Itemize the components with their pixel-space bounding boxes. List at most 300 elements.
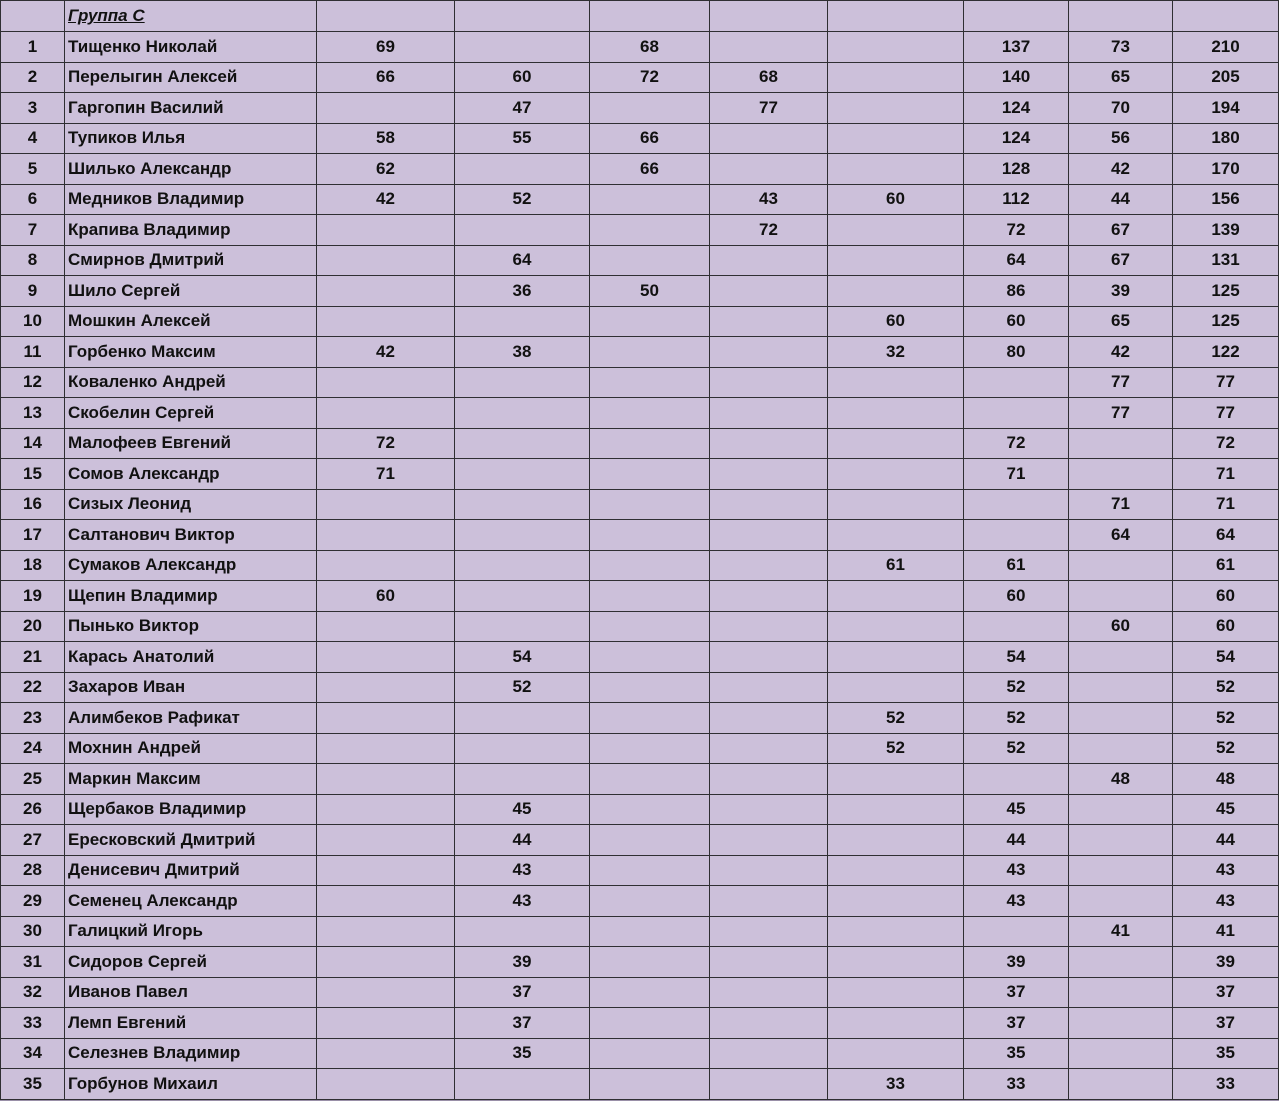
score-cell-c8[interactable]: 77 xyxy=(1173,398,1279,429)
score-cell-c3[interactable] xyxy=(590,764,710,795)
score-cell-c2[interactable] xyxy=(455,703,590,734)
score-cell-c1[interactable] xyxy=(317,916,455,947)
score-cell-c7[interactable]: 67 xyxy=(1069,215,1173,246)
score-cell-c1[interactable] xyxy=(317,733,455,764)
score-cell-c1[interactable] xyxy=(317,764,455,795)
score-cell-c4[interactable] xyxy=(710,276,828,307)
score-cell-c8[interactable]: 77 xyxy=(1173,367,1279,398)
score-cell-c2[interactable]: 64 xyxy=(455,245,590,276)
score-cell-c1[interactable] xyxy=(317,703,455,734)
score-cell-c4[interactable] xyxy=(710,428,828,459)
score-cell-c8[interactable]: 35 xyxy=(1173,1038,1279,1069)
score-cell-c4[interactable] xyxy=(710,886,828,917)
score-cell-c8[interactable]: 71 xyxy=(1173,459,1279,490)
score-cell-c5[interactable] xyxy=(828,916,964,947)
participant-name-cell[interactable]: Алимбеков Рафикат xyxy=(65,703,317,734)
score-cell-c2[interactable]: 38 xyxy=(455,337,590,368)
score-cell-c8[interactable]: 194 xyxy=(1173,93,1279,124)
score-cell-c1[interactable]: 66 xyxy=(317,62,455,93)
score-cell-c3[interactable] xyxy=(590,459,710,490)
score-cell-c6[interactable] xyxy=(964,916,1069,947)
score-cell-c6[interactable]: 35 xyxy=(964,1038,1069,1069)
score-cell-c1[interactable] xyxy=(317,794,455,825)
score-cell-c2[interactable]: 55 xyxy=(455,123,590,154)
row-number-cell[interactable]: 19 xyxy=(1,581,65,612)
score-cell-c6[interactable]: 44 xyxy=(964,825,1069,856)
row-number-cell[interactable]: 28 xyxy=(1,855,65,886)
score-cell-c5[interactable] xyxy=(828,947,964,978)
score-cell-c3[interactable] xyxy=(590,245,710,276)
score-cell-c2[interactable]: 44 xyxy=(455,825,590,856)
score-cell-c4[interactable] xyxy=(710,123,828,154)
score-cell-c2[interactable] xyxy=(455,550,590,581)
row-number-cell[interactable]: 5 xyxy=(1,154,65,185)
score-cell-c1[interactable] xyxy=(317,886,455,917)
score-cell-c4[interactable] xyxy=(710,489,828,520)
score-cell-c8[interactable]: 210 xyxy=(1173,32,1279,63)
score-cell-c2[interactable] xyxy=(455,611,590,642)
score-cell-c4[interactable] xyxy=(710,672,828,703)
score-cell-c7[interactable] xyxy=(1069,977,1173,1008)
score-cell-c8[interactable]: 170 xyxy=(1173,154,1279,185)
score-cell-c8[interactable]: 131 xyxy=(1173,245,1279,276)
score-cell-c2[interactable]: 43 xyxy=(455,886,590,917)
score-cell-c8[interactable]: 33 xyxy=(1173,1069,1279,1100)
score-cell-c2[interactable]: 52 xyxy=(455,672,590,703)
score-cell-c7[interactable] xyxy=(1069,1008,1173,1039)
score-cell-c2[interactable]: 37 xyxy=(455,1008,590,1039)
score-cell-c2[interactable] xyxy=(455,367,590,398)
participant-name-cell[interactable]: Мошкин Алексей xyxy=(65,306,317,337)
row-number-cell[interactable]: 18 xyxy=(1,550,65,581)
score-cell-c7[interactable]: 70 xyxy=(1069,93,1173,124)
score-cell-c1[interactable] xyxy=(317,367,455,398)
score-cell-c8[interactable]: 45 xyxy=(1173,794,1279,825)
row-number-cell[interactable]: 27 xyxy=(1,825,65,856)
participant-name-cell[interactable]: Шило Сергей xyxy=(65,276,317,307)
score-cell-c8[interactable]: 125 xyxy=(1173,276,1279,307)
score-cell-c4[interactable] xyxy=(710,459,828,490)
score-cell-c6[interactable] xyxy=(964,520,1069,551)
row-number-cell[interactable]: 7 xyxy=(1,215,65,246)
row-number-cell[interactable]: 31 xyxy=(1,947,65,978)
score-cell-c4[interactable] xyxy=(710,947,828,978)
score-cell-c1[interactable] xyxy=(317,825,455,856)
score-cell-c7[interactable]: 65 xyxy=(1069,306,1173,337)
score-cell-c5[interactable] xyxy=(828,123,964,154)
participant-name-cell[interactable]: Салтанович Виктор xyxy=(65,520,317,551)
score-cell-c3[interactable] xyxy=(590,794,710,825)
score-cell-c3[interactable]: 50 xyxy=(590,276,710,307)
participant-name-cell[interactable]: Семенец Александр xyxy=(65,886,317,917)
score-cell-c8[interactable]: 72 xyxy=(1173,428,1279,459)
score-cell-c5[interactable]: 33 xyxy=(828,1069,964,1100)
score-cell-c6[interactable] xyxy=(964,764,1069,795)
score-cell-c8[interactable]: 48 xyxy=(1173,764,1279,795)
score-cell-c7[interactable]: 56 xyxy=(1069,123,1173,154)
score-cell-c3[interactable] xyxy=(590,93,710,124)
score-cell-c8[interactable]: 60 xyxy=(1173,581,1279,612)
score-cell-c1[interactable]: 71 xyxy=(317,459,455,490)
score-cell-c2[interactable]: 54 xyxy=(455,642,590,673)
score-cell-c1[interactable] xyxy=(317,1008,455,1039)
score-cell-c8[interactable]: 60 xyxy=(1173,611,1279,642)
score-cell-c3[interactable] xyxy=(590,886,710,917)
score-cell-c5[interactable] xyxy=(828,154,964,185)
row-number-cell[interactable]: 4 xyxy=(1,123,65,154)
score-cell-c3[interactable] xyxy=(590,611,710,642)
score-cell-c5[interactable] xyxy=(828,367,964,398)
participant-name-cell[interactable]: Коваленко Андрей xyxy=(65,367,317,398)
score-cell-c3[interactable] xyxy=(590,916,710,947)
score-cell-c8[interactable]: 125 xyxy=(1173,306,1279,337)
score-cell-c6[interactable] xyxy=(964,398,1069,429)
score-cell-c6[interactable]: 61 xyxy=(964,550,1069,581)
score-cell-c6[interactable]: 39 xyxy=(964,947,1069,978)
score-cell-c7[interactable] xyxy=(1069,428,1173,459)
score-cell-c6[interactable] xyxy=(964,367,1069,398)
score-cell-c4[interactable] xyxy=(710,550,828,581)
score-cell-c2[interactable] xyxy=(455,1069,590,1100)
score-cell-c7[interactable]: 77 xyxy=(1069,398,1173,429)
score-cell-c5[interactable] xyxy=(828,642,964,673)
score-cell-c6[interactable]: 124 xyxy=(964,93,1069,124)
score-cell-c8[interactable]: 156 xyxy=(1173,184,1279,215)
row-number-cell[interactable]: 26 xyxy=(1,794,65,825)
row-number-cell[interactable]: 22 xyxy=(1,672,65,703)
score-cell-c8[interactable]: 139 xyxy=(1173,215,1279,246)
score-cell-c5[interactable]: 60 xyxy=(828,184,964,215)
score-cell-c5[interactable] xyxy=(828,245,964,276)
header-cell[interactable] xyxy=(1069,1,1173,32)
score-cell-c8[interactable]: 37 xyxy=(1173,1008,1279,1039)
participant-name-cell[interactable]: Малофеев Евгений xyxy=(65,428,317,459)
score-cell-c7[interactable] xyxy=(1069,459,1173,490)
score-cell-c6[interactable]: 45 xyxy=(964,794,1069,825)
score-cell-c5[interactable] xyxy=(828,32,964,63)
score-cell-c6[interactable]: 72 xyxy=(964,215,1069,246)
score-cell-c1[interactable] xyxy=(317,1069,455,1100)
score-cell-c1[interactable]: 72 xyxy=(317,428,455,459)
row-number-cell[interactable]: 9 xyxy=(1,276,65,307)
score-cell-c7[interactable] xyxy=(1069,886,1173,917)
score-cell-c3[interactable] xyxy=(590,672,710,703)
participant-name-cell[interactable]: Сизых Леонид xyxy=(65,489,317,520)
score-cell-c8[interactable]: 122 xyxy=(1173,337,1279,368)
score-cell-c3[interactable] xyxy=(590,733,710,764)
score-cell-c2[interactable] xyxy=(455,489,590,520)
header-cell[interactable] xyxy=(590,1,710,32)
score-cell-c1[interactable] xyxy=(317,520,455,551)
score-cell-c3[interactable] xyxy=(590,337,710,368)
score-cell-c2[interactable]: 60 xyxy=(455,62,590,93)
row-number-cell[interactable]: 12 xyxy=(1,367,65,398)
score-cell-c8[interactable]: 180 xyxy=(1173,123,1279,154)
score-cell-c8[interactable]: 61 xyxy=(1173,550,1279,581)
score-cell-c3[interactable] xyxy=(590,947,710,978)
score-cell-c4[interactable] xyxy=(710,611,828,642)
row-number-cell[interactable]: 1 xyxy=(1,32,65,63)
score-cell-c4[interactable] xyxy=(710,916,828,947)
score-cell-c2[interactable]: 37 xyxy=(455,977,590,1008)
score-cell-c1[interactable] xyxy=(317,489,455,520)
participant-name-cell[interactable]: Галицкий Игорь xyxy=(65,916,317,947)
score-cell-c5[interactable]: 60 xyxy=(828,306,964,337)
score-cell-c4[interactable] xyxy=(710,337,828,368)
header-cell[interactable] xyxy=(710,1,828,32)
participant-name-cell[interactable]: Медников Владимир xyxy=(65,184,317,215)
score-cell-c7[interactable] xyxy=(1069,1069,1173,1100)
participant-name-cell[interactable]: Скобелин Сергей xyxy=(65,398,317,429)
score-cell-c5[interactable] xyxy=(828,764,964,795)
score-cell-c2[interactable] xyxy=(455,581,590,612)
participant-name-cell[interactable]: Мохнин Андрей xyxy=(65,733,317,764)
score-cell-c7[interactable] xyxy=(1069,672,1173,703)
score-cell-c5[interactable] xyxy=(828,398,964,429)
score-cell-c4[interactable]: 72 xyxy=(710,215,828,246)
score-cell-c7[interactable] xyxy=(1069,642,1173,673)
score-cell-c8[interactable]: 54 xyxy=(1173,642,1279,673)
row-number-cell[interactable]: 15 xyxy=(1,459,65,490)
header-cell[interactable] xyxy=(317,1,455,32)
score-cell-c6[interactable]: 54 xyxy=(964,642,1069,673)
row-number-cell[interactable]: 32 xyxy=(1,977,65,1008)
score-cell-c5[interactable] xyxy=(828,611,964,642)
score-cell-c2[interactable]: 35 xyxy=(455,1038,590,1069)
score-cell-c2[interactable]: 52 xyxy=(455,184,590,215)
header-cell[interactable] xyxy=(828,1,964,32)
participant-name-cell[interactable]: Карась Анатолий xyxy=(65,642,317,673)
score-cell-c8[interactable]: 43 xyxy=(1173,855,1279,886)
row-number-cell[interactable]: 29 xyxy=(1,886,65,917)
score-cell-c7[interactable]: 41 xyxy=(1069,916,1173,947)
score-cell-c6[interactable]: 43 xyxy=(964,855,1069,886)
score-cell-c4[interactable]: 68 xyxy=(710,62,828,93)
score-cell-c7[interactable]: 42 xyxy=(1069,154,1173,185)
participant-name-cell[interactable]: Денисевич Дмитрий xyxy=(65,855,317,886)
score-cell-c4[interactable] xyxy=(710,1038,828,1069)
score-cell-c6[interactable]: 86 xyxy=(964,276,1069,307)
participant-name-cell[interactable]: Шилько Александр xyxy=(65,154,317,185)
score-cell-c1[interactable]: 42 xyxy=(317,337,455,368)
score-cell-c4[interactable] xyxy=(710,398,828,429)
score-cell-c5[interactable]: 52 xyxy=(828,703,964,734)
score-cell-c1[interactable]: 58 xyxy=(317,123,455,154)
row-number-cell[interactable]: 24 xyxy=(1,733,65,764)
score-cell-c4[interactable] xyxy=(710,520,828,551)
score-cell-c7[interactable]: 42 xyxy=(1069,337,1173,368)
score-cell-c7[interactable]: 77 xyxy=(1069,367,1173,398)
score-cell-c7[interactable]: 67 xyxy=(1069,245,1173,276)
header-cell[interactable] xyxy=(964,1,1069,32)
score-cell-c7[interactable]: 39 xyxy=(1069,276,1173,307)
score-cell-c3[interactable] xyxy=(590,977,710,1008)
row-number-cell[interactable]: 8 xyxy=(1,245,65,276)
score-cell-c4[interactable] xyxy=(710,306,828,337)
score-cell-c4[interactable] xyxy=(710,245,828,276)
score-cell-c5[interactable] xyxy=(828,489,964,520)
score-cell-c2[interactable]: 47 xyxy=(455,93,590,124)
score-cell-c3[interactable] xyxy=(590,642,710,673)
score-cell-c4[interactable] xyxy=(710,794,828,825)
score-cell-c5[interactable] xyxy=(828,825,964,856)
score-cell-c2[interactable] xyxy=(455,154,590,185)
participant-name-cell[interactable]: Щербаков Владимир xyxy=(65,794,317,825)
score-cell-c5[interactable] xyxy=(828,1038,964,1069)
score-cell-c2[interactable] xyxy=(455,520,590,551)
score-cell-c6[interactable]: 128 xyxy=(964,154,1069,185)
score-cell-c6[interactable]: 124 xyxy=(964,123,1069,154)
participant-name-cell[interactable]: Горбенко Максим xyxy=(65,337,317,368)
score-cell-c5[interactable]: 32 xyxy=(828,337,964,368)
participant-name-cell[interactable]: Ересковский Дмитрий xyxy=(65,825,317,856)
score-cell-c3[interactable] xyxy=(590,306,710,337)
header-cell-name[interactable] xyxy=(65,1,317,32)
score-cell-c6[interactable] xyxy=(964,489,1069,520)
row-number-cell[interactable]: 25 xyxy=(1,764,65,795)
score-cell-c3[interactable] xyxy=(590,581,710,612)
score-cell-c6[interactable]: 33 xyxy=(964,1069,1069,1100)
score-cell-c5[interactable] xyxy=(828,672,964,703)
score-cell-c1[interactable] xyxy=(317,977,455,1008)
score-cell-c5[interactable] xyxy=(828,1008,964,1039)
row-number-cell[interactable]: 11 xyxy=(1,337,65,368)
score-cell-c5[interactable]: 61 xyxy=(828,550,964,581)
participant-name-cell[interactable]: Лемп Евгений xyxy=(65,1008,317,1039)
header-cell[interactable] xyxy=(1173,1,1279,32)
score-cell-c7[interactable]: 64 xyxy=(1069,520,1173,551)
score-cell-c5[interactable] xyxy=(828,977,964,1008)
score-cell-c4[interactable] xyxy=(710,703,828,734)
score-cell-c2[interactable]: 36 xyxy=(455,276,590,307)
score-cell-c5[interactable] xyxy=(828,215,964,246)
score-cell-c6[interactable] xyxy=(964,611,1069,642)
score-cell-c3[interactable] xyxy=(590,1038,710,1069)
score-cell-c8[interactable]: 37 xyxy=(1173,977,1279,1008)
score-cell-c7[interactable] xyxy=(1069,550,1173,581)
participant-name-cell[interactable]: Тищенко Николай xyxy=(65,32,317,63)
score-cell-c3[interactable] xyxy=(590,520,710,551)
score-cell-c1[interactable] xyxy=(317,276,455,307)
score-cell-c7[interactable] xyxy=(1069,947,1173,978)
score-cell-c6[interactable]: 37 xyxy=(964,977,1069,1008)
participant-name-cell[interactable]: Селезнев Владимир xyxy=(65,1038,317,1069)
score-cell-c6[interactable]: 52 xyxy=(964,733,1069,764)
score-cell-c5[interactable] xyxy=(828,794,964,825)
score-cell-c2[interactable]: 45 xyxy=(455,794,590,825)
score-cell-c1[interactable] xyxy=(317,642,455,673)
row-number-cell[interactable]: 17 xyxy=(1,520,65,551)
row-number-cell[interactable]: 20 xyxy=(1,611,65,642)
score-cell-c7[interactable] xyxy=(1069,1038,1173,1069)
score-cell-c1[interactable] xyxy=(317,947,455,978)
score-cell-c6[interactable]: 64 xyxy=(964,245,1069,276)
participant-name-cell[interactable]: Сомов Александр xyxy=(65,459,317,490)
score-cell-c6[interactable]: 37 xyxy=(964,1008,1069,1039)
score-cell-c8[interactable]: 71 xyxy=(1173,489,1279,520)
row-number-cell[interactable]: 6 xyxy=(1,184,65,215)
score-cell-c8[interactable]: 43 xyxy=(1173,886,1279,917)
score-cell-c2[interactable] xyxy=(455,428,590,459)
score-cell-c8[interactable]: 39 xyxy=(1173,947,1279,978)
score-cell-c4[interactable] xyxy=(710,855,828,886)
participant-name-cell[interactable]: Пынько Виктор xyxy=(65,611,317,642)
score-cell-c3[interactable]: 68 xyxy=(590,32,710,63)
score-cell-c3[interactable] xyxy=(590,367,710,398)
participant-name-cell[interactable]: Маркин Максим xyxy=(65,764,317,795)
score-cell-c2[interactable]: 43 xyxy=(455,855,590,886)
participant-name-cell[interactable]: Перелыгин Алексей xyxy=(65,62,317,93)
score-cell-c5[interactable] xyxy=(828,886,964,917)
score-cell-c5[interactable] xyxy=(828,428,964,459)
score-cell-c4[interactable] xyxy=(710,581,828,612)
participant-name-cell[interactable]: Сумаков Александр xyxy=(65,550,317,581)
score-cell-c3[interactable] xyxy=(590,428,710,459)
score-cell-c7[interactable] xyxy=(1069,733,1173,764)
score-cell-c7[interactable] xyxy=(1069,794,1173,825)
score-cell-c2[interactable] xyxy=(455,459,590,490)
participant-name-cell[interactable]: Крапива Владимир xyxy=(65,215,317,246)
score-cell-c5[interactable]: 52 xyxy=(828,733,964,764)
score-cell-c1[interactable]: 60 xyxy=(317,581,455,612)
score-cell-c8[interactable]: 44 xyxy=(1173,825,1279,856)
score-cell-c5[interactable] xyxy=(828,459,964,490)
row-number-cell[interactable]: 35 xyxy=(1,1069,65,1100)
row-number-cell[interactable]: 10 xyxy=(1,306,65,337)
score-cell-c1[interactable]: 42 xyxy=(317,184,455,215)
score-cell-c3[interactable] xyxy=(590,703,710,734)
score-cell-c2[interactable]: 39 xyxy=(455,947,590,978)
score-cell-c7[interactable]: 65 xyxy=(1069,62,1173,93)
score-cell-c1[interactable] xyxy=(317,672,455,703)
score-cell-c5[interactable] xyxy=(828,93,964,124)
score-cell-c1[interactable] xyxy=(317,93,455,124)
score-cell-c7[interactable]: 73 xyxy=(1069,32,1173,63)
row-number-cell[interactable]: 2 xyxy=(1,62,65,93)
score-cell-c6[interactable]: 71 xyxy=(964,459,1069,490)
row-number-cell[interactable]: 23 xyxy=(1,703,65,734)
score-cell-c2[interactable] xyxy=(455,764,590,795)
score-cell-c8[interactable]: 52 xyxy=(1173,672,1279,703)
score-cell-c1[interactable]: 69 xyxy=(317,32,455,63)
score-cell-c6[interactable]: 60 xyxy=(964,581,1069,612)
score-cell-c8[interactable]: 52 xyxy=(1173,733,1279,764)
score-cell-c1[interactable] xyxy=(317,215,455,246)
score-cell-c6[interactable]: 137 xyxy=(964,32,1069,63)
score-cell-c5[interactable] xyxy=(828,581,964,612)
score-cell-c1[interactable] xyxy=(317,855,455,886)
score-cell-c8[interactable]: 41 xyxy=(1173,916,1279,947)
score-cell-c1[interactable] xyxy=(317,306,455,337)
score-cell-c3[interactable]: 66 xyxy=(590,123,710,154)
score-cell-c7[interactable] xyxy=(1069,825,1173,856)
score-cell-c4[interactable] xyxy=(710,1069,828,1100)
score-cell-c4[interactable] xyxy=(710,764,828,795)
score-cell-c4[interactable]: 43 xyxy=(710,184,828,215)
score-cell-c4[interactable] xyxy=(710,642,828,673)
score-cell-c4[interactable] xyxy=(710,825,828,856)
score-cell-c7[interactable]: 71 xyxy=(1069,489,1173,520)
score-cell-c6[interactable]: 112 xyxy=(964,184,1069,215)
score-cell-c2[interactable] xyxy=(455,306,590,337)
participant-name-cell[interactable]: Смирнов Дмитрий xyxy=(65,245,317,276)
score-cell-c7[interactable]: 60 xyxy=(1069,611,1173,642)
participant-name-cell[interactable]: Тупиков Илья xyxy=(65,123,317,154)
score-cell-c4[interactable] xyxy=(710,733,828,764)
participant-name-cell[interactable]: Иванов Павел xyxy=(65,977,317,1008)
row-number-cell[interactable]: 3 xyxy=(1,93,65,124)
score-cell-c7[interactable]: 44 xyxy=(1069,184,1173,215)
